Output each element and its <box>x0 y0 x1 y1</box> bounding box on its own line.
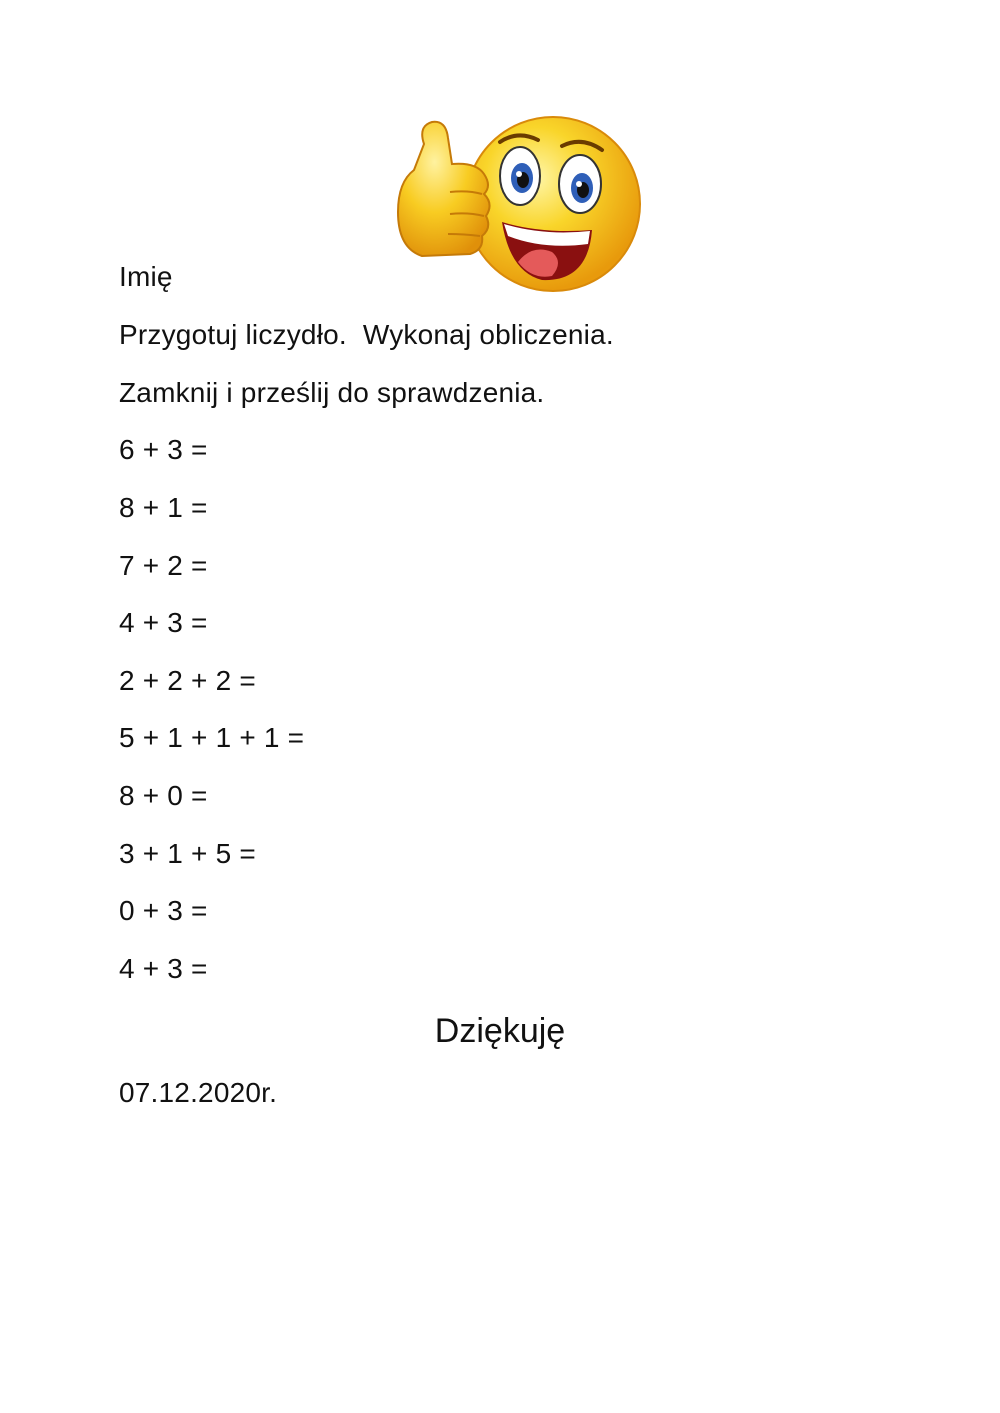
exercise-item: 0 + 3 = <box>119 895 208 926</box>
exercise-item: 3 + 1 + 5 = <box>119 838 256 869</box>
exercise-item: 6 + 3 = <box>119 434 208 465</box>
instruction-line-1: Przygotuj liczydło. Wykonaj obliczenia. <box>119 319 614 350</box>
exercise-item: 7 + 2 = <box>119 550 208 581</box>
exercise-item: 8 + 0 = <box>119 780 208 811</box>
exercise-item: 4 + 3 = <box>119 953 208 984</box>
exercise-item: 5 + 1 + 1 + 1 = <box>119 722 305 753</box>
instruction-line-2: Zamknij i prześlij do sprawdzenia. <box>119 377 545 408</box>
date-text: 07.12.2020r. <box>119 1077 278 1108</box>
exercise-item: 8 + 1 = <box>119 492 208 523</box>
exercise-item: 2 + 2 + 2 = <box>119 665 256 696</box>
thanks-text: Dziękuję <box>434 1012 566 1050</box>
thumbs-up-smiley-icon <box>392 112 648 296</box>
exercise-item: 4 + 3 = <box>119 607 208 638</box>
name-label: Imię <box>119 261 173 292</box>
